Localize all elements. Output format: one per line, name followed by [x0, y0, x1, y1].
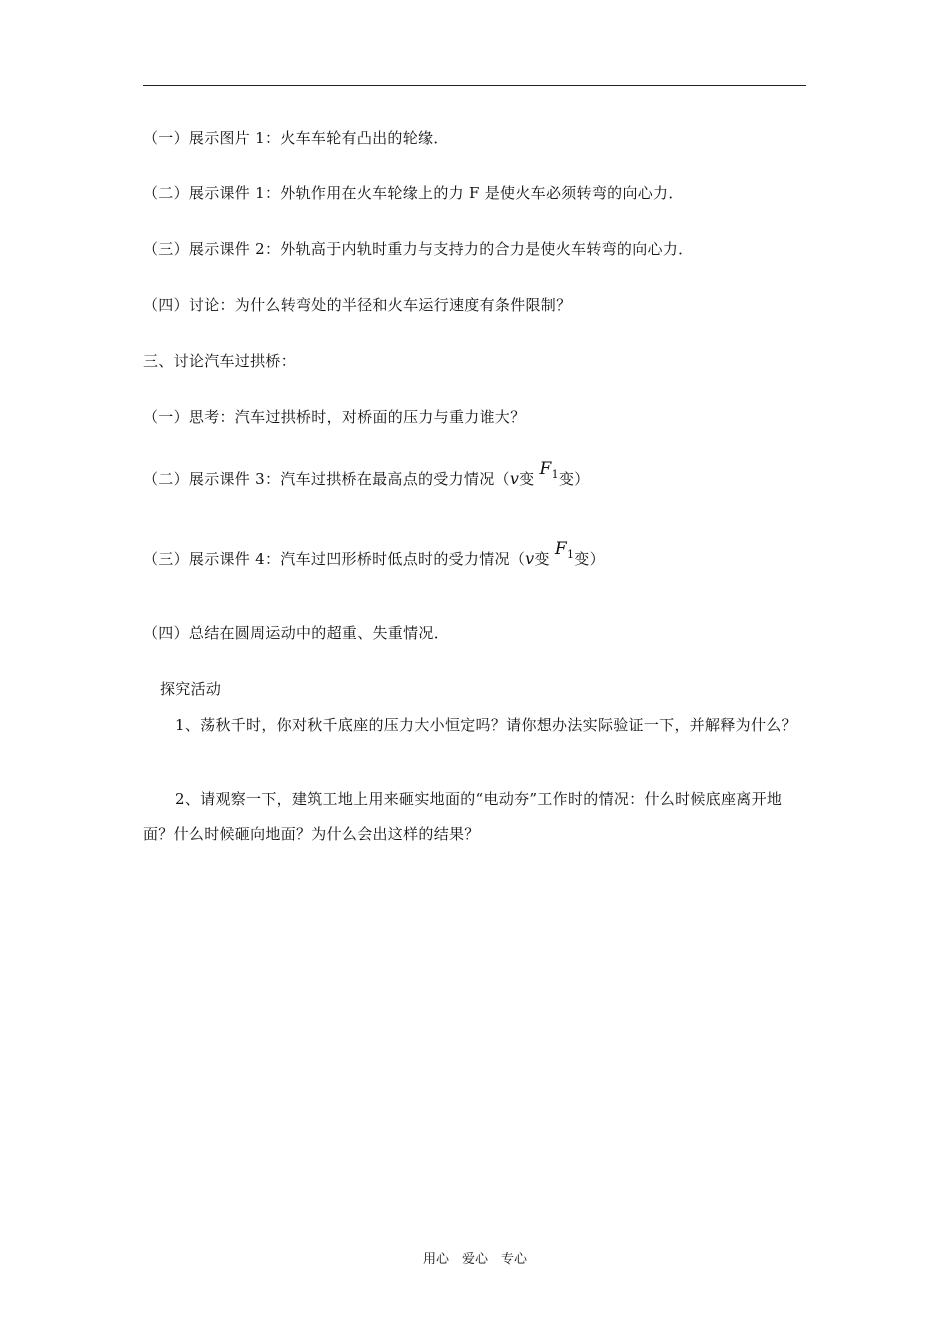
velocity-symbol: v	[525, 549, 535, 568]
line7-prefix: （二）展示课件 3：汽车过拱桥在最高点的受力情况（	[143, 470, 510, 488]
text-line-9: （四）总结在圆周运动中的超重、失重情况．	[143, 624, 450, 642]
velocity-symbol: v	[509, 469, 520, 488]
text-line-7	[143, 459, 590, 495]
line7-mid: 变	[519, 470, 540, 488]
line8-suffix: 变）	[574, 550, 605, 568]
text-line-3: （三）展示课件 2：外轨高于内轨时重力与支持力的合力是使火车转弯的向心力．	[143, 240, 694, 258]
text-line-4: （四）讨论：为什么转弯处的半径和火车运行速度有条件限制？	[143, 296, 572, 314]
force-symbol: $F_1$	[539, 459, 559, 481]
section-heading-bridge: 三、讨论汽车过拱桥：	[143, 352, 297, 370]
line7-suffix: 变）	[558, 470, 590, 488]
line8-prefix: （三）展示课件 4：汽车过凹形桥时低点时的受力情况（	[143, 550, 526, 568]
text-line-8	[143, 539, 605, 575]
force-symbol: $F_1$	[554, 539, 575, 561]
activity-1: 1、荡秋千时，你对秋千底座的压力大小恒定吗？请你想办法实际验证一下，并解释为什么？	[175, 716, 797, 734]
header-rule	[143, 85, 806, 86]
section-title: 探究活动	[160, 680, 222, 698]
text-line-2: （二）展示课件 1：外轨作用在火车轮缘上的力 F 是使火车必须转弯的向心力．	[143, 184, 684, 202]
text-line-1: （一）展示图片 1：火车车轮有凸出的轮缘．	[143, 129, 449, 147]
page-footer: 用心 爱心 专心	[422, 1252, 527, 1267]
line8-mid: 变	[534, 550, 555, 568]
text-line-6: （一）思考：汽车过拱桥时，对桥面的压力与重力谁大？	[143, 408, 526, 426]
activity-2: 2、请观察一下，建筑工地上用来砸实地面的“电动夯”工作时的情况：什么时候底座离开地面？什么时候砸向地面？为什么会出这样的结果？	[143, 790, 783, 843]
